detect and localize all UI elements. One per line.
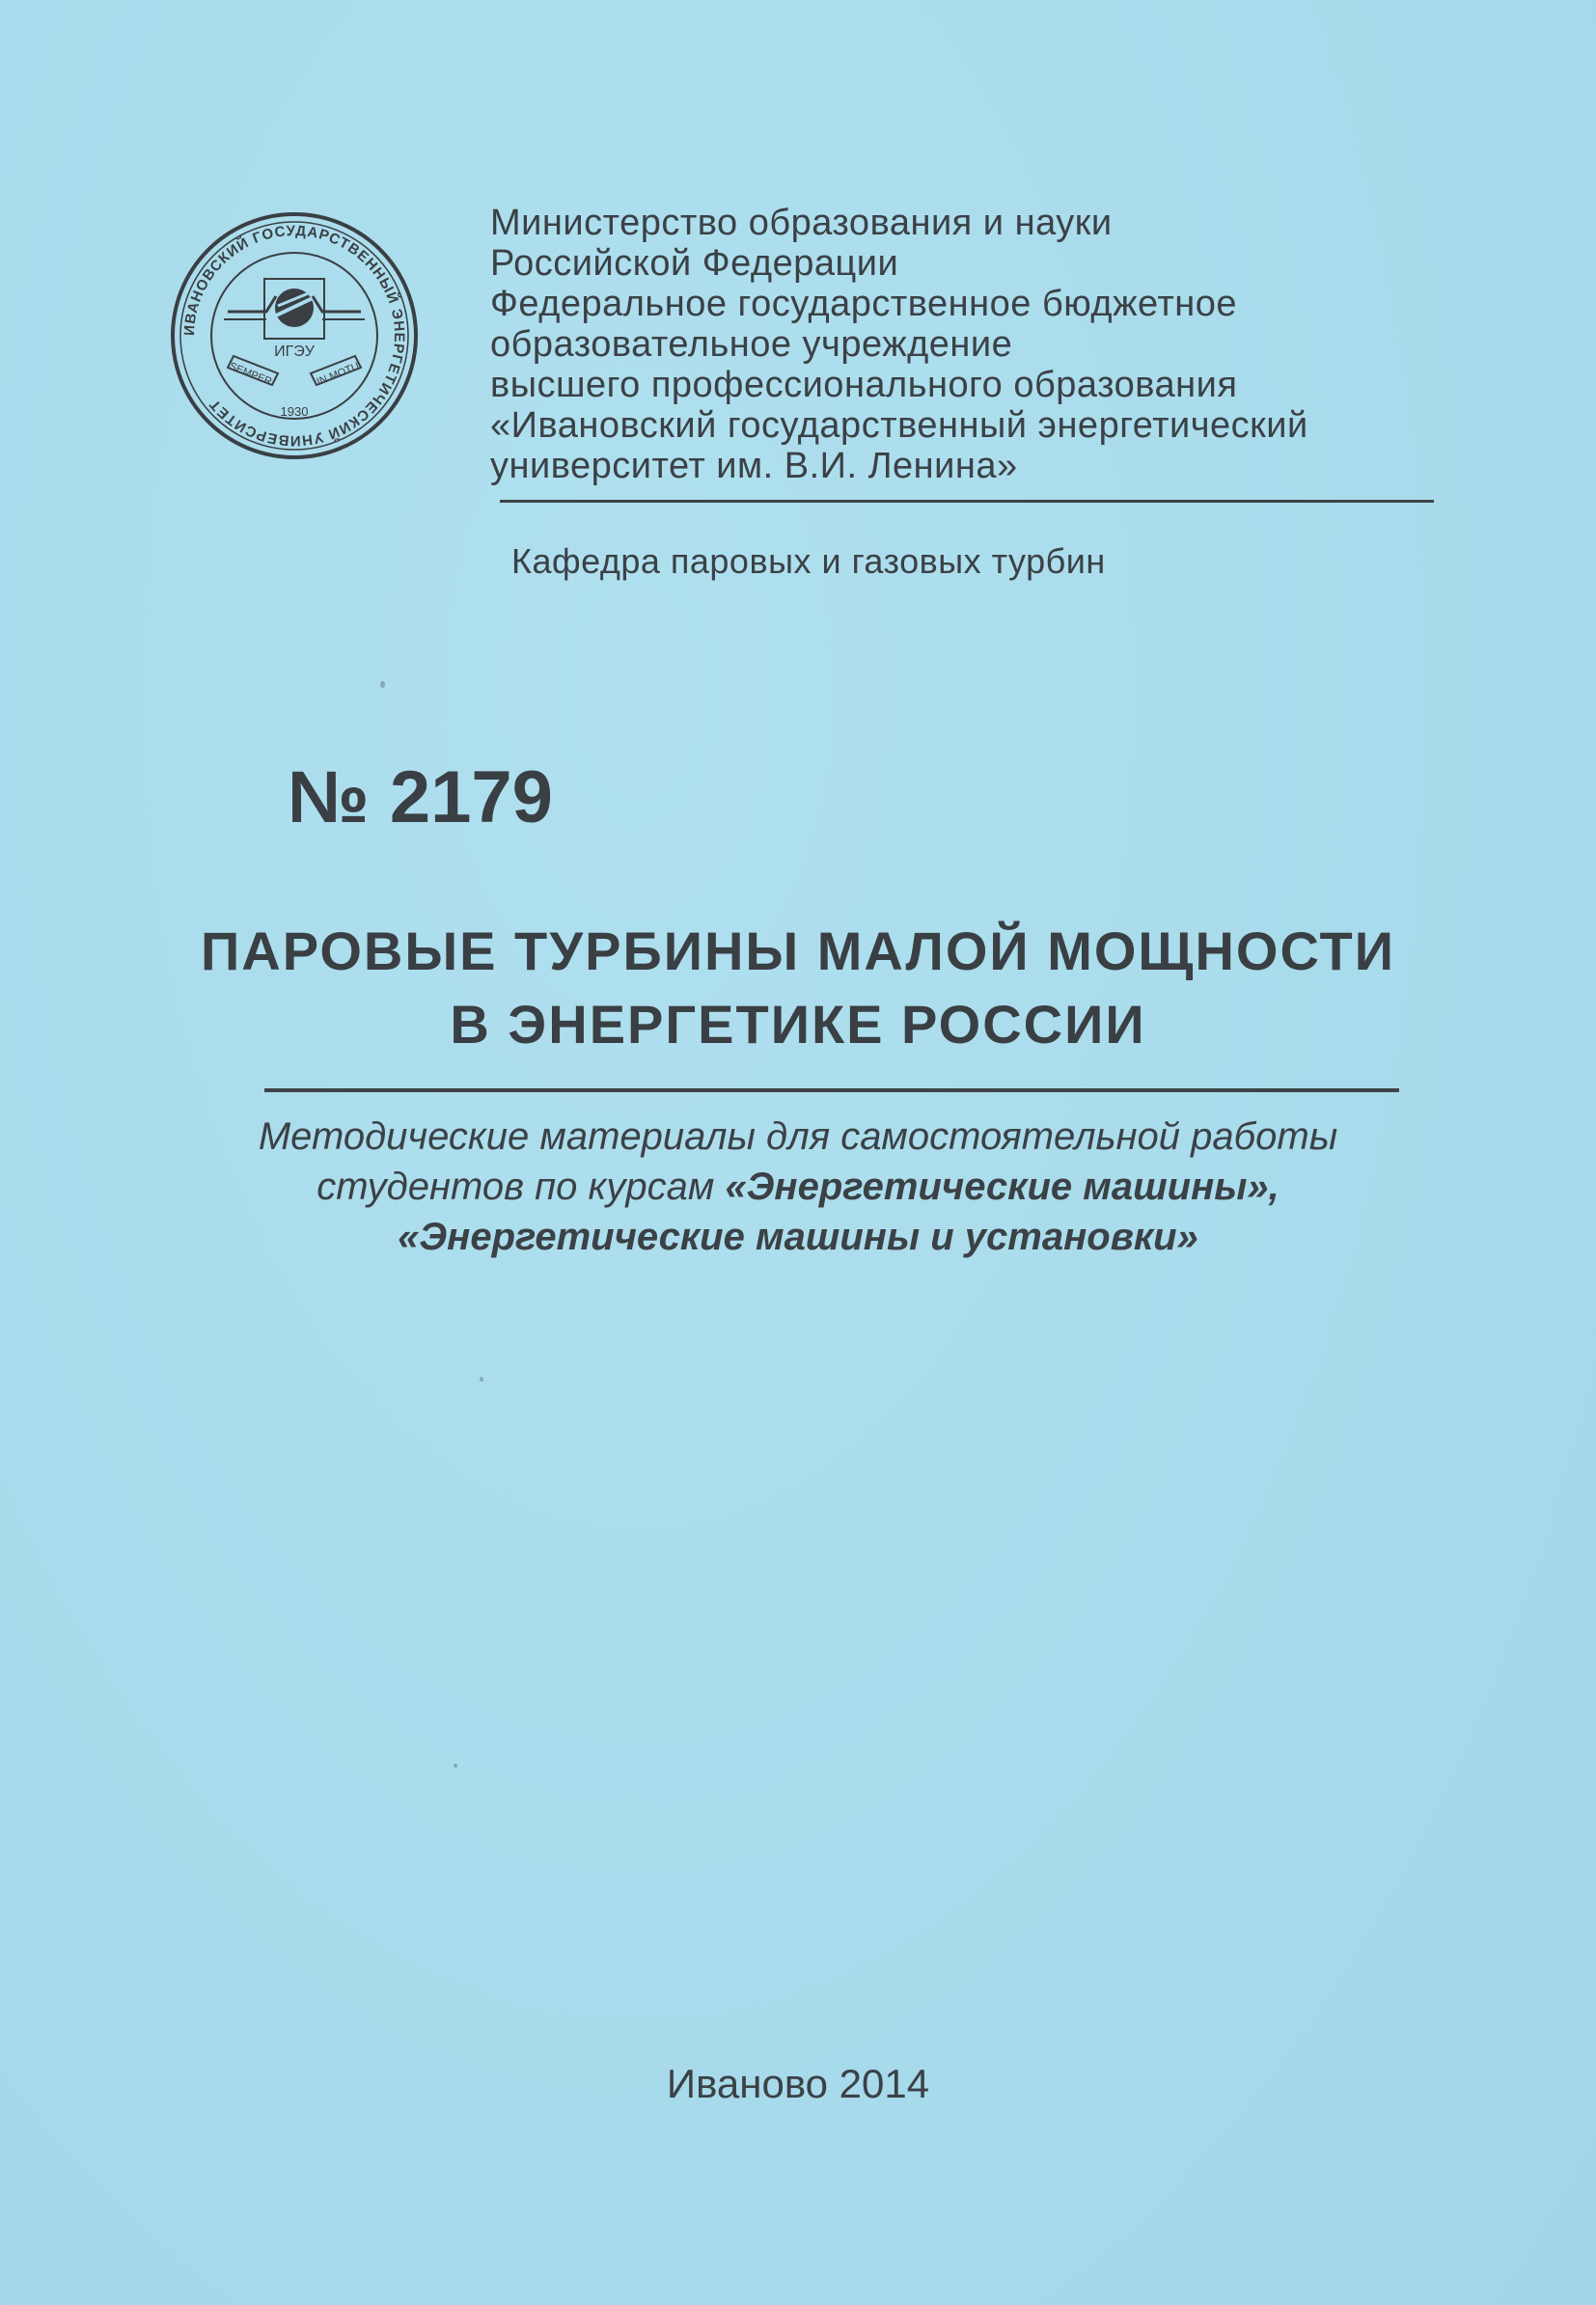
paper-speck: [454, 1764, 457, 1768]
subtitle-line: [145, 1212, 1451, 1262]
subtitle-line: Методические материалы для самостоятельной работы: [258, 1115, 1338, 1158]
institution-block: [490, 203, 1436, 486]
title-line: ПАРОВЫЕ ТУРБИНЫ МАЛОЙ МОЩНОСТИ: [201, 920, 1395, 981]
subtitle-course-name: «Энергетические машины и установки»: [398, 1216, 1198, 1258]
paper-speck: [480, 1377, 483, 1382]
place-and-year: Иваново 2014: [666, 2061, 930, 2106]
title-divider: [264, 1088, 1399, 1092]
subtitle-plain-text: студентов по курсам: [316, 1166, 726, 1208]
svg-text:ИВАНОВСКИЙ ГОСУДАРСТВЕННЫЙ ЭНЕ: ИВАНОВСКИЙ ГОСУДАРСТВЕННЫЙ ЭНЕРГЕТИЧЕСКИЙ УНИВЕРСИТЕТ: [180, 222, 408, 450]
institution-line: Министерство образования и науки: [490, 203, 1113, 243]
institution-line: образовательное учреждение: [490, 324, 1013, 365]
document-number: № 2179: [288, 756, 553, 838]
institution-line: Российской Федерации: [490, 243, 899, 284]
institution-line: высшего профессионального образования: [490, 365, 1238, 405]
title-line: В ЭНЕРГЕТИКЕ РОССИИ: [450, 994, 1146, 1055]
svg-text:1930: 1930: [280, 404, 309, 419]
university-seal-icon: [170, 211, 419, 460]
department-name: Кафедра паровых и газовых турбин: [511, 541, 1106, 581]
header-divider: [500, 500, 1434, 503]
svg-text:SEMPER: SEMPER: [227, 360, 274, 389]
paper-speck: [380, 681, 385, 688]
institution-line: Федеральное государственное бюджетное: [490, 284, 1238, 324]
svg-text:ИГЭУ: ИГЭУ: [274, 343, 315, 360]
document-subtitle: [145, 1111, 1451, 1262]
subtitle-line: [145, 1162, 1451, 1212]
institution-line: университет им. В.И. Ленина»: [490, 446, 1018, 486]
subtitle-course-name: «Энергетические машины»,: [725, 1166, 1280, 1208]
svg-text:IN MOTU: IN MOTU: [315, 360, 362, 389]
document-title: [145, 915, 1451, 1061]
institution-line: «Ивановский государственный энергетический: [490, 405, 1308, 446]
